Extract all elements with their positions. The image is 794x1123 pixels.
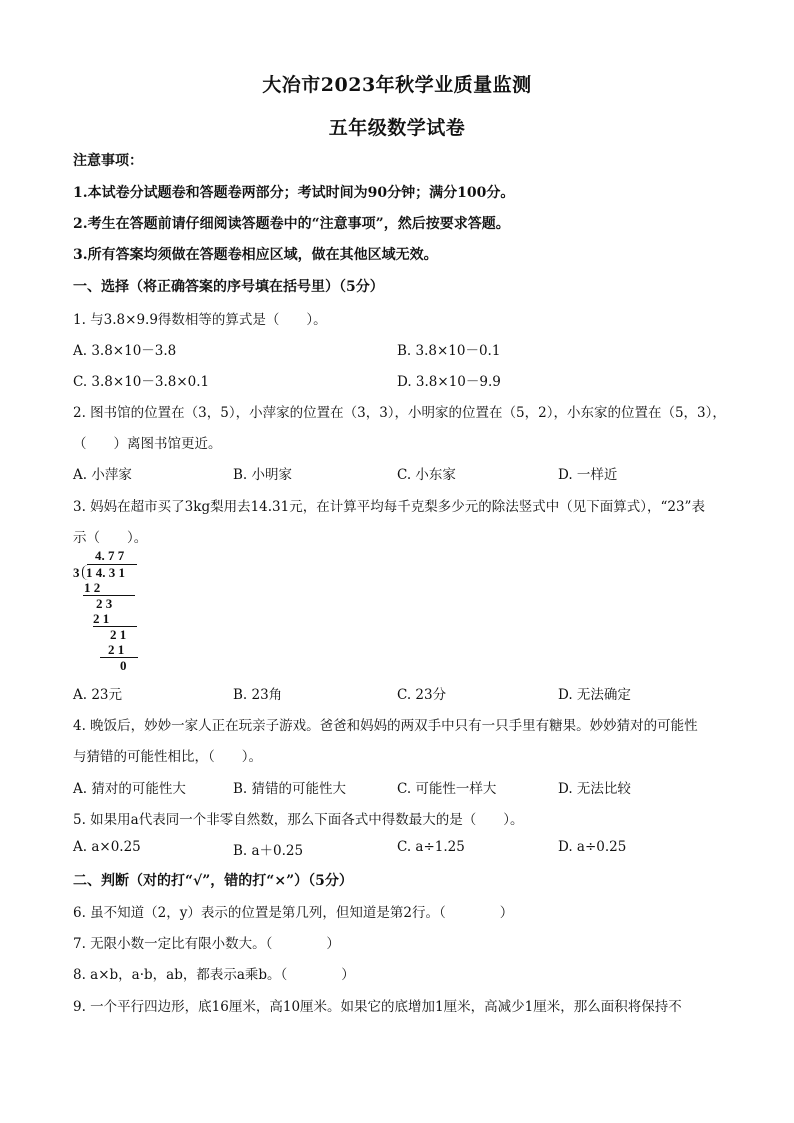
q1-option-d: D. 3.8×10－9.9 xyxy=(397,374,501,390)
q4-option-c: C. 可能性一样大 xyxy=(397,781,497,797)
q1-option-b: B. 3.8×10－0.1 xyxy=(397,343,501,359)
q4-option-d: D. 无法比较 xyxy=(558,781,631,797)
question-3-line1: 3. 妈妈在超市买了3kg梨用去14.31元，在计算平均每千克梨多少元的除法竖式中（见下面算式），“23”表 xyxy=(73,499,705,515)
division-remainder: 0 xyxy=(120,658,127,673)
question-4-line2: 与猜错的可能性相比，（ ）。 xyxy=(73,749,262,765)
question-7: 7. 无限小数一定比有限小数大。（ ） xyxy=(73,936,340,952)
q3-option-c: C. 23分 xyxy=(397,687,447,703)
q3-option-d: D. 无法确定 xyxy=(558,687,631,703)
q5-option-a: A. a×0.25 xyxy=(73,839,141,855)
question-6: 6. 虽不知道（2，y）表示的位置是第几列，但知道是第2行。（ ） xyxy=(73,905,514,921)
long-division-figure xyxy=(73,548,163,673)
q2-option-c: C. 小东家 xyxy=(397,467,456,483)
q5-option-b: B. a＋0.25 xyxy=(233,843,304,859)
question-4-line1: 4. 晚饭后，妙妙一家人正在玩亲子游戏。爸爸和妈妈的两双手中只有一只手里有糖果。妙妙猜对的可能性 xyxy=(73,718,698,734)
section1-heading: 一、选择（将正确答案的序号填在括号里）（5分） xyxy=(73,279,384,295)
division-step-5: 2 1 xyxy=(108,642,125,657)
division-step-2: 2 3 xyxy=(96,596,113,611)
q3-option-a: A. 23元 xyxy=(73,687,123,703)
question-8: 8. a×b，a·b，ab，都表示a乘b。（ ） xyxy=(73,967,355,983)
division-divisor: 3 xyxy=(73,565,80,580)
question-3-line2: 示（ ）。 xyxy=(73,530,148,546)
section2-heading: 二、判断（对的打“√”，错的打“×”）（5分） xyxy=(73,873,353,889)
question-1: 1. 与3.8×9.9得数相等的算式是（ ）。 xyxy=(73,312,327,328)
notice-item-2: 2.考生在答题前请仔细阅读答题卷中的“注意事项”，然后按要求答题。 xyxy=(73,216,510,232)
exam-subtitle: 五年级数学试卷 xyxy=(328,117,466,139)
q2-option-d: D. 一样近 xyxy=(558,467,618,483)
question-2-line1: 2. 图书馆的位置在（3，5），小萍家的位置在（3，3），小明家的位置在（5，2），小东家的位置在（5，3）， xyxy=(73,405,726,421)
division-step-4: 2 1 xyxy=(110,627,127,642)
division-dividend: 1 4. 3 1 xyxy=(86,565,125,580)
q4-option-b: B. 猜错的可能性大 xyxy=(233,781,347,797)
q4-option-a: A. 猜对的可能性大 xyxy=(73,781,186,797)
exam-title: 大冶市2023年秋学业质量监测 xyxy=(262,74,532,96)
division-step-1: 1 2 xyxy=(84,580,101,595)
question-9: 9. 一个平行四边形，底16厘米，高10厘米。如果它的底增加1厘米，高减少1厘米，那么面积将保持不 xyxy=(73,999,682,1015)
question-2-line2: （ ）离图书馆更近。 xyxy=(73,436,222,452)
q5-option-d: D. a÷0.25 xyxy=(558,839,627,855)
q2-option-a: A. 小萍家 xyxy=(73,467,132,483)
division-line-3 xyxy=(100,657,138,658)
question-5: 5. 如果用a代表同一个非零自然数，那么下面各式中得数最大的是（ ）。 xyxy=(73,812,524,828)
q3-option-b: B. 23角 xyxy=(233,687,283,703)
q5-option-c: C. a÷1.25 xyxy=(397,839,465,855)
q1-option-a: A. 3.8×10－3.8 xyxy=(73,343,177,359)
division-step-3: 2 1 xyxy=(93,611,110,626)
division-quotient: 4. 7 7 xyxy=(95,548,125,563)
q1-option-c: C. 3.8×10－3.8×0.1 xyxy=(73,374,210,390)
notice-item-1: 1.本试卷分试题卷和答题卷两部分；考试时间为90分钟；满分100分。 xyxy=(73,185,515,201)
q2-option-b: B. 小明家 xyxy=(233,467,293,483)
notice-heading: 注意事项： xyxy=(73,153,143,169)
notice-item-3: 3.所有答案均须做在答题卷相应区域，做在其他区域无效。 xyxy=(73,247,438,263)
